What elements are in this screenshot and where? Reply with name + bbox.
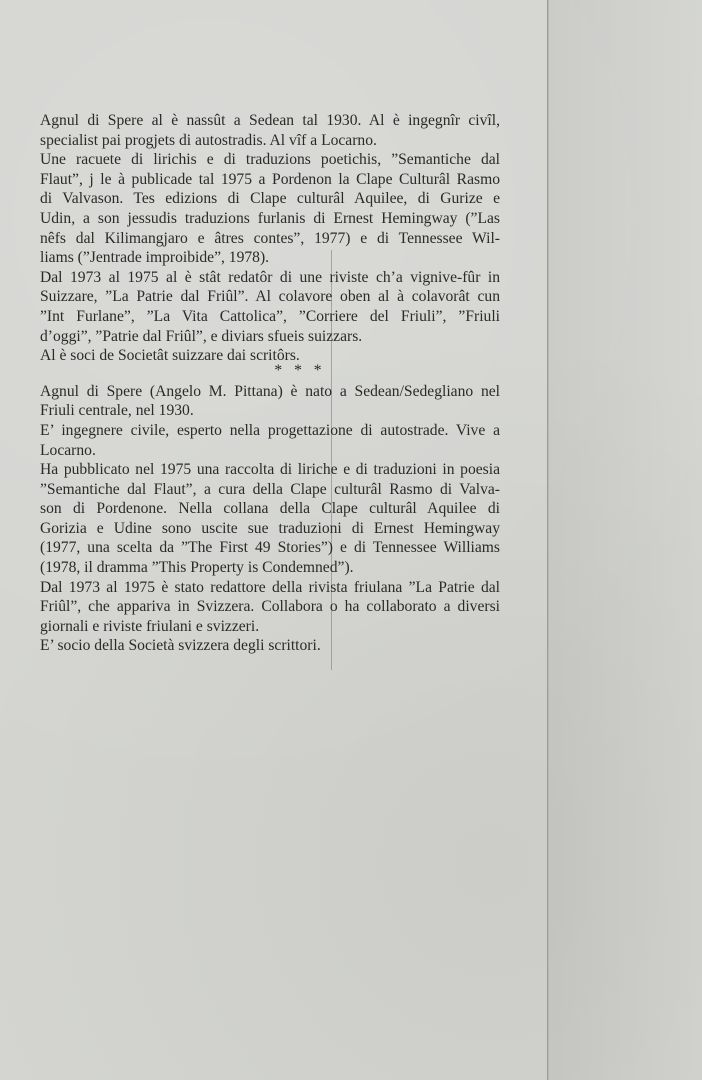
text-line: di Valvason. Tes edizions di Clape culturâl Aquilee, di Gurize e [40,190,500,208]
text-line: ”Int Furlane”, ”La Vita Cattolica”, ”Corriere del Friuli”, ”Friuli [40,307,500,325]
text-line: Friûl”, che appariva in Svizzera. Collabora o ha collaborato a diversi [40,598,500,616]
italian-biography [40,382,500,656]
text-line: Ha pubblicato nel 1975 una raccolta di liriche e di traduzioni in poesia [40,461,500,479]
text-line: Dal 1973 al 1975 al è stât redatôr di une riviste ch’a vignive-fûr in [40,268,500,286]
text-line: Suizzare, ”La Patrie dal Friûl”. Al colavore oben al à colavorât cun [40,288,500,306]
text-line: Locarno. [40,441,96,459]
text-line: E’ socio della Società svizzera degli scrittori. [40,637,321,655]
text-line: (1977, una scelta da ”The First 49 Stories”) e di Tennessee Williams [40,539,500,557]
text-line: Udin, a son jessudis traduzions furlanis di Ernest Hemingway (”Las [40,209,500,227]
text-line: (1978, il dramma ”This Property is Condemned”). [40,559,354,577]
friulian-biography [40,111,500,366]
text-line: nêfs dal Kilimangjaro e âtres contes”, 1977) e di Tennessee Wil- [40,229,500,247]
text-line: specialist pai progjets di autostradis. Al vîf a Locarno. [40,131,377,149]
text-line: E’ ingegnere civile, esperto nella progettazione di autostrade. Vive a [40,421,500,439]
text-line: Dal 1973 al 1975 è stato redattore della rivista friulana ”La Patrie dal [40,578,500,596]
biography-text [40,111,500,656]
page-fold-shade [549,0,702,1080]
text-line: giornali e riviste friulani e svizzeri. [40,617,260,635]
text-line: Al è soci de Societât suizzare dai scritôrs. [40,347,300,365]
text-line: Friuli centrale, nel 1930. [40,402,194,420]
text-line: d’oggi”, ”Patrie dal Friûl”, e diviars sfueis suizzars. [40,327,363,345]
text-line: Agnul di Spere al è nassût a Sedean tal 1930. Al è ingegnîr civîl, [40,112,500,129]
text-line: Agnul di Spere (Angelo M. Pittana) è nato a Sedean/Sedegliano nel [40,382,500,400]
text-line: Gorizia e Udine sono uscite sue traduzioni di Ernest Hemingway [40,519,500,537]
text-line: ”Semantiche dal Flaut”, a cura della Clape culturâl Rasmo di Valva- [40,480,500,498]
text-line: Flaut”, j le à publicade tal 1975 a Pordenon la Clape Culturâl Rasmo [40,170,500,188]
text-line: Une racuete di lirichis e di traduzions poetichis, ”Semantiche dal [40,151,500,169]
text-line: son di Pordenone. Nella collana della Clape culturâl Aquilee di [40,500,500,518]
text-line: liams (”Jentrade improibide”, 1978). [40,249,270,267]
section-separator: * * * [274,361,326,379]
